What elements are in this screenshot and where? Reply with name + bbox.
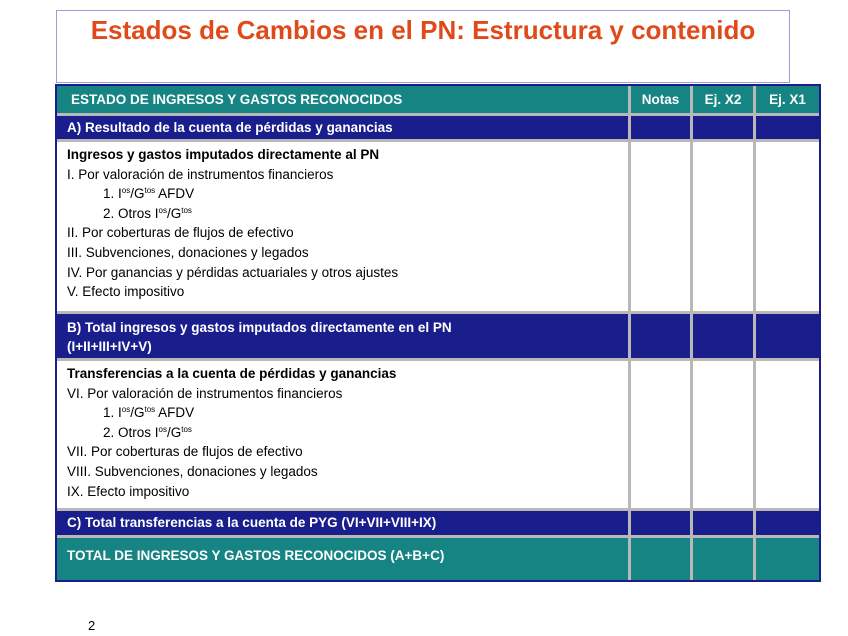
page-number: 2 — [88, 618, 96, 633]
block-transfers — [57, 361, 631, 511]
column-header-ej-x1: Ej. X1 — [756, 86, 819, 116]
block1-x2-cell — [693, 142, 756, 314]
line-i-2: 2. Otros $I^{os}/G^{tos}$ — [103, 205, 192, 221]
line-viii: VIII. Subvenciones, donaciones y legados — [67, 463, 318, 479]
line-v: V. Efecto impositivo — [67, 284, 185, 300]
section-c-x2-cell — [693, 511, 756, 538]
column-header-ej-x2: Ej. X2 — [693, 86, 756, 116]
line-iv: IV. Por ganancias y pérdidas actuariales y otros ajustes — [67, 264, 399, 280]
line-i: I. Por valoración de instrumentos financieros — [67, 166, 334, 182]
line-ix: IX. Efecto impositivo — [67, 483, 190, 499]
section-b-label: B) Total ingresos y gastos imputados directamente en el PN (I+II+III+IV+V) — [57, 314, 631, 361]
block2-x1-cell — [756, 361, 819, 511]
section-c-notas-cell — [631, 511, 693, 538]
section-c-x1-cell — [756, 511, 819, 538]
section-c-label: C) Total transferencias a la cuenta de PYG (VI+VII+VIII+IX) — [57, 511, 631, 538]
line-ii: II. Por coberturas de flujos de efectivo — [67, 225, 294, 241]
section-a-label: A) Resultado de la cuenta de pérdidas y ganancias — [57, 116, 631, 142]
line-i-1: 1. $I^{os}/G^{tos}$ AFDV — [103, 186, 195, 202]
page-title: Estados de Cambios en el PN: Estructura y contenido — [90, 15, 756, 45]
total-label: TOTAL DE INGRESOS Y GASTOS RECONOCIDOS (A+B+C) — [57, 538, 631, 580]
line-iii: III. Subvenciones, donaciones y legados — [67, 244, 309, 260]
line-vi-2: 2. Otros $I^{os}/G^{tos}$ — [103, 424, 192, 440]
column-header-notas: Notas — [631, 86, 693, 116]
total-x1-cell — [756, 538, 819, 580]
line-vii: VII. Por coberturas de flujos de efectivo — [67, 444, 303, 460]
block1-x1-cell — [756, 142, 819, 314]
section-b-x2-cell — [693, 314, 756, 361]
block2-x2-cell — [693, 361, 756, 511]
line-vi-1: 1. $I^{os}/G^{tos}$ AFDV — [103, 405, 195, 421]
block2-notas-cell — [631, 361, 693, 511]
total-x2-cell — [693, 538, 756, 580]
block2-heading: Transferencias a la cuenta de pérdidas y ganancias — [67, 366, 397, 381]
section-b-x1-cell — [756, 314, 819, 361]
section-b-notas-cell — [631, 314, 693, 361]
block1-notas-cell — [631, 142, 693, 314]
block1-heading: Ingresos y gastos imputados directamente al PN — [67, 147, 380, 162]
section-a-x1-cell — [756, 116, 819, 142]
section-a-x2-cell — [693, 116, 756, 142]
table-header-label: ESTADO DE INGRESOS Y GASTOS RECONOCIDOS — [57, 86, 631, 116]
income-expense-table — [55, 84, 821, 582]
total-notas-cell — [631, 538, 693, 580]
section-a-notas-cell — [631, 116, 693, 142]
line-vi: VI. Por valoración de instrumentos financieros — [67, 385, 343, 401]
block-imputed-directly — [57, 142, 631, 314]
